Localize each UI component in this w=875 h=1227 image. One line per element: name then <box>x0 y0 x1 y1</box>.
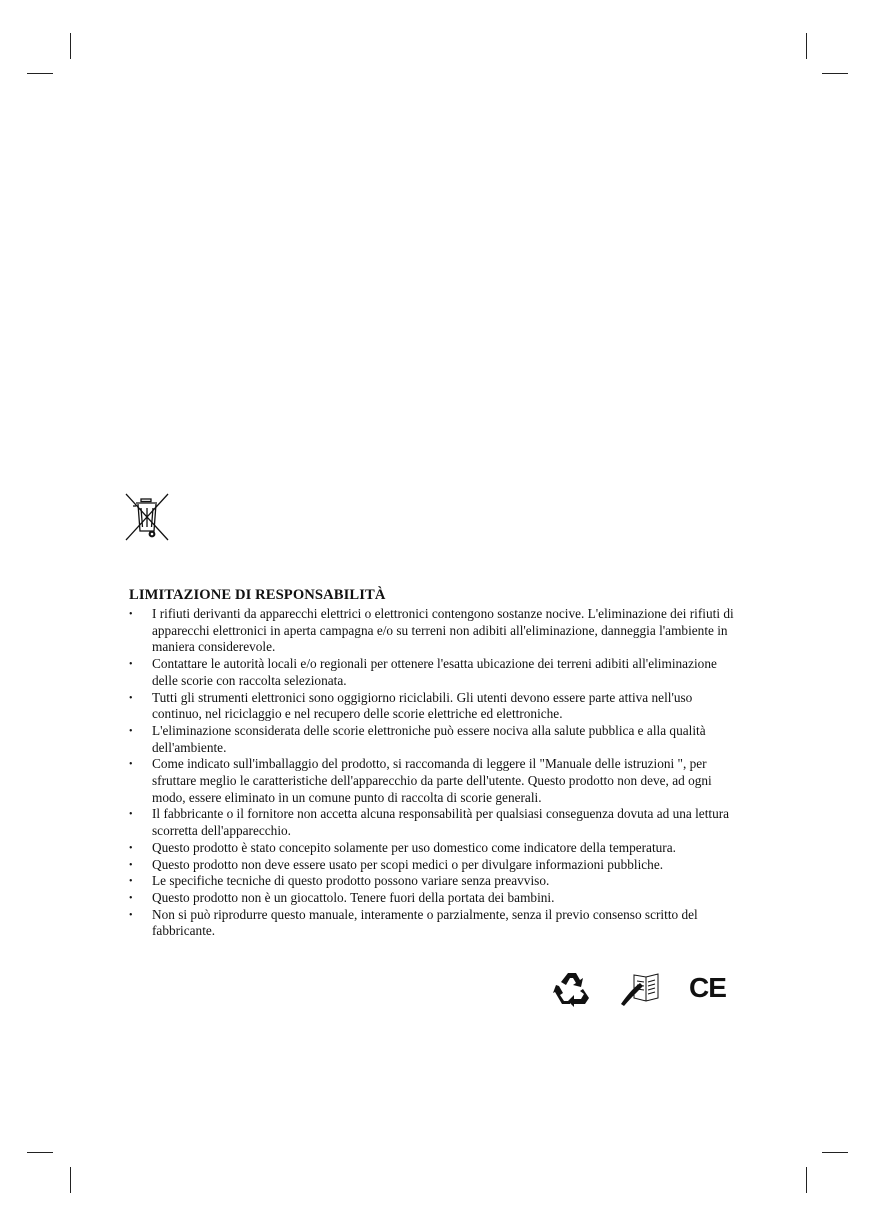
list-item-text: L'eliminazione sconsiderata delle scorie elettroniche può essere nociva alla salute pubblica e alla qualità dell'ambiente. <box>152 722 706 755</box>
disclaimer-section <box>129 586 739 940</box>
read-manual-icon <box>620 971 660 1007</box>
list-item-text: Le specifiche tecniche di questo prodotto possono variare senza preavviso. <box>152 873 550 889</box>
bullet: • <box>129 876 133 888</box>
ce-mark-icon <box>688 972 726 1003</box>
bullet: • <box>129 659 133 671</box>
list-item <box>129 857 739 874</box>
crossed-out-wheeled-bin-icon <box>124 492 170 542</box>
bullet: • <box>129 809 133 821</box>
bullet: • <box>129 725 133 737</box>
list-item-text: I rifiuti derivanti da apparecchi elettrici o elettronici contengono sostanze nocive. L'eliminazione dei rifiuti di apparecchi elettronici in aperta campagna e/o su terreni non adibiti all'eliminazione, danneggia l'ambiente in maniera considerevole. <box>152 606 734 655</box>
recycle-icon <box>553 970 591 1006</box>
crop-mark-bottom-right-vertical <box>806 1167 807 1193</box>
list-item-text: Non si può riprodurre questo manuale, interamente o parzialmente, senza il previo consenso scritto del fabbricante. <box>152 906 698 939</box>
crop-mark-top-right-horizontal <box>822 73 848 74</box>
list-item <box>129 806 739 839</box>
list-item <box>129 840 739 857</box>
crop-mark-bottom-left-vertical <box>70 1167 71 1193</box>
list-item <box>129 890 739 907</box>
bullet: • <box>129 692 133 704</box>
bullet: • <box>129 909 133 921</box>
bullet: • <box>129 859 133 871</box>
bullet: • <box>129 842 133 854</box>
disclaimer-list <box>129 606 739 940</box>
bullet: • <box>129 609 133 620</box>
list-item-text: Questo prodotto non deve essere usato per scopi medici o per divulgare informazioni pubbliche. <box>152 856 664 872</box>
compliance-icons <box>553 970 726 1010</box>
list-item-text: Contattare le autorità locali e/o regionali per ottenere l'esatta ubicazione dei terreni adibiti all'eliminazione delle scorie con raccolta selezionata. <box>152 656 717 688</box>
crop-mark-top-right-vertical <box>806 33 807 59</box>
list-item-text: Questo prodotto non è un giocattolo. Tenere fuori della portata dei bambini. <box>152 889 555 905</box>
bullet: • <box>129 759 133 771</box>
list-item-text: Questo prodotto è stato concepito solamente per uso domestico come indicatore della temperatura. <box>152 839 676 855</box>
list-item-text: Il fabbricante o il fornitore non accetta alcuna responsabilità per qualsiasi conseguenza dovuta ad una lettura scorretta dell'apparecchio. <box>152 806 730 839</box>
list-item <box>129 756 739 806</box>
list-item <box>129 723 739 756</box>
crop-mark-bottom-left-horizontal <box>27 1152 53 1153</box>
ce-mark-text: CE <box>689 972 726 1003</box>
list-item <box>129 873 739 890</box>
section-heading: LIMITAZIONE DI RESPONSABILITÀ <box>129 587 386 603</box>
list-item <box>129 907 739 940</box>
crop-mark-top-left-horizontal <box>27 73 53 74</box>
crop-mark-top-left-vertical <box>70 33 71 59</box>
list-item <box>129 606 739 656</box>
bullet: • <box>129 892 133 904</box>
list-item <box>129 656 739 689</box>
list-item <box>129 690 739 723</box>
crop-mark-bottom-right-horizontal <box>822 1152 848 1153</box>
list-item-text: Come indicato sull'imballaggio del prodotto, si raccomanda di leggere il "Manuale delle istruzioni ", per sfruttare meglio le caratteristiche dell'apparecchio da parte dell'utente. Questo prodotto non deve, ad ogni modo, essere eliminato in un comune punto di raccolta di scorie generali. <box>152 756 712 805</box>
list-item-text: Tutti gli strumenti elettronici sono oggigiorno riciclabili. Gli utenti devono essere parte attiva nell'uso continuo, nel riciclaggio e nel recupero delle scorie elettriche ed elettroniche. <box>152 689 693 722</box>
